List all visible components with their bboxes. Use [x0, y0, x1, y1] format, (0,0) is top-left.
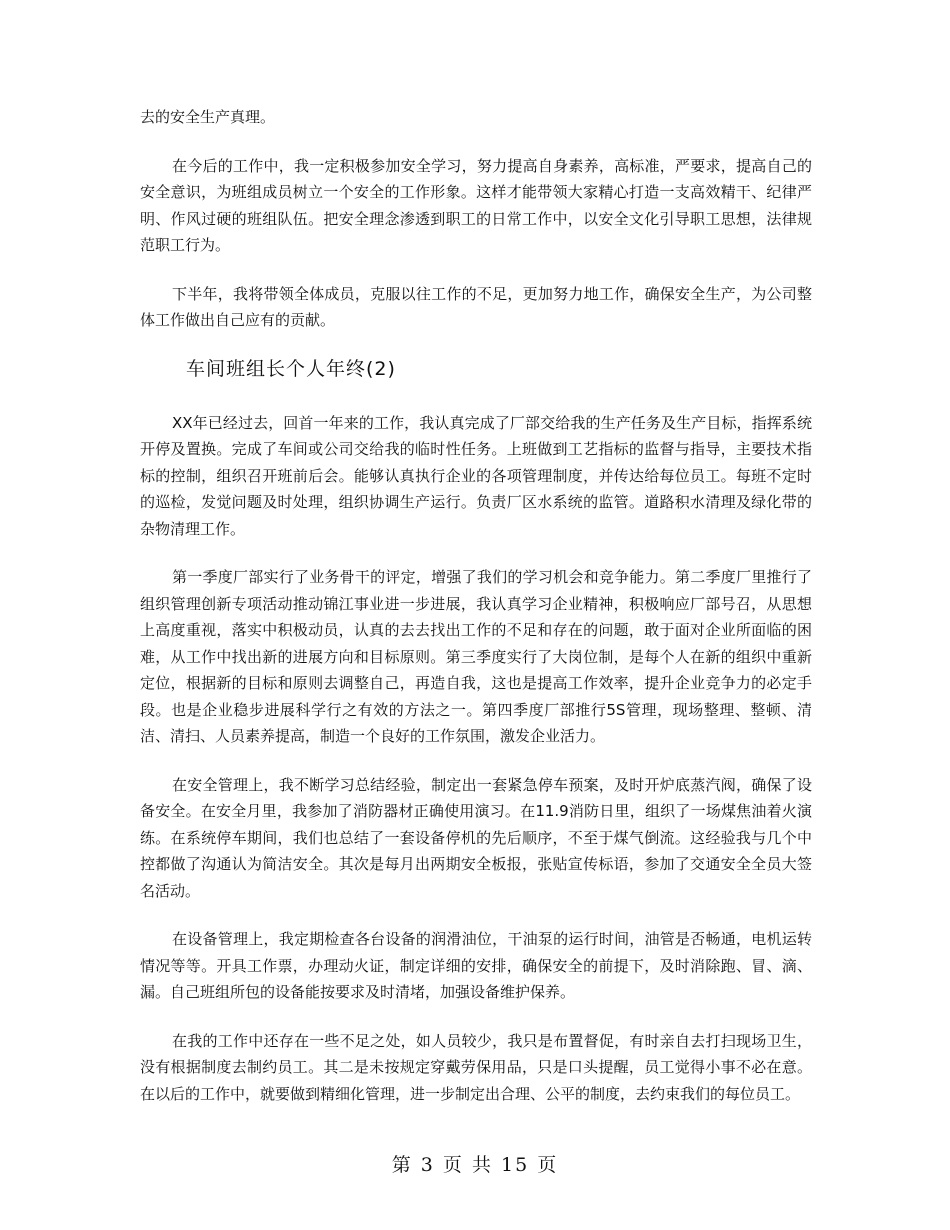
paragraph: 在设备管理上，我定期检查各台设备的润滑油位，干油泵的运行时间，油管是否畅通，电机运转情况等等。开具工作票，办理动火证，制定详细的安排，确保安全的前提下，及时消除跑、冒、滴、漏。自己班组所包的设备能按要求及时清堵，加强设备维护保养。 — [140, 930, 812, 1001]
document-body — [140, 104, 812, 1129]
paragraph: 在今后的工作中，我一定积极参加安全学习，努力提高自身素养，高标准，严要求，提高自己的安全意识，为班组成员树立一个安全的工作形象。这样才能带领大家精心打造一支高效精干、纪律严明、作风过硬的班组队伍。把安全理念渗透到职工的日常工作中，以安全文化引导职工思想，法律规范职工行为。 — [140, 156, 812, 254]
page-number-footer: 第 3 页 共 15 页 — [391, 1154, 559, 1176]
paragraph: 在我的工作中还存在一些不足之处，如人员较少，我只是布置督促，有时亲自去打扫现场卫生，没有根据制度去制约员工。其二是未按规定穿戴劳保用品，只是口头提醒，员工觉得小事不必在意。在以后的工作中，就要做到精细化管理，进一步制定出合理、公平的制度，去约束我们的每位员工。 — [140, 1031, 812, 1103]
paragraph: 下半年，我将带领全体成员，克服以往工作的不足，更加努力地工作，确保安全生产，为公司整体工作做出自己应有的贡献。 — [140, 284, 812, 329]
section-heading: 车间班组长个人年终(2) — [186, 357, 396, 380]
paragraph: XX年已经过去，回首一年来的工作，我认真完成了厂部交给我的生产任务及生产目标，指挥系统开停及置换。完成了车间或公司交给我的临时性任务。上班做到工艺指标的监督与指导，主要技术指标的控制，组织召开班前后会。能够认真执行企业的各项管理制度，并传达给每位员工。每班不定时的巡检，发觉问题及时处理，组织协调生产运行。负责厂区水系统的监管。道路积水清理及绿化带的杂物清理工作。 — [140, 413, 812, 538]
paragraph: 在安全管理上，我不断学习总结经验，制定出一套紧急停车预案，及时开炉底蒸汽阀，确保了设备安全。在安全月里，我参加了消防器材正确使用演习。在11.9消防日里，组织了一场煤焦油着火演练。在系统停车期间，我们也总结了一套设备停机的先后顺序，不至于煤气倒流。这经验我与几个中控都做了沟通认为简洁安全。其次是每月出两期安全板报，张贴宣传标语，参加了交通安全全员大签名活动。 — [140, 775, 812, 900]
paragraph: 去的安全生产真理。 — [140, 108, 276, 126]
paragraph: 第一季度厂部实行了业务骨干的评定，增强了我们的学习机会和竞争能力。第二季度厂里推行了组织管理创新专项活动推动锦江事业进一步进展，我认真学习企业精神，积极响应厂部号召，从思想上高度重视，落实中积极动员，认真的去去找出工作的不足和存在的问题，敢于面对企业所面临的困难，从工作中找出新的进展方向和目标原则。第三季度实行了大岗位制，是每个人在新的组织中重新定位，根据新的目标和原则去调整自己，再造自我，这也是提高工作效率，提升企业竞争力的必定手段。也是企业稳步进展科学行之有效的方法之一。第四季度厂部推行5S管理，现场整理、整顿、清洁、清扫、人员素养提高，制造一个良好的工作氛围，激发企业活力。 — [140, 568, 812, 745]
